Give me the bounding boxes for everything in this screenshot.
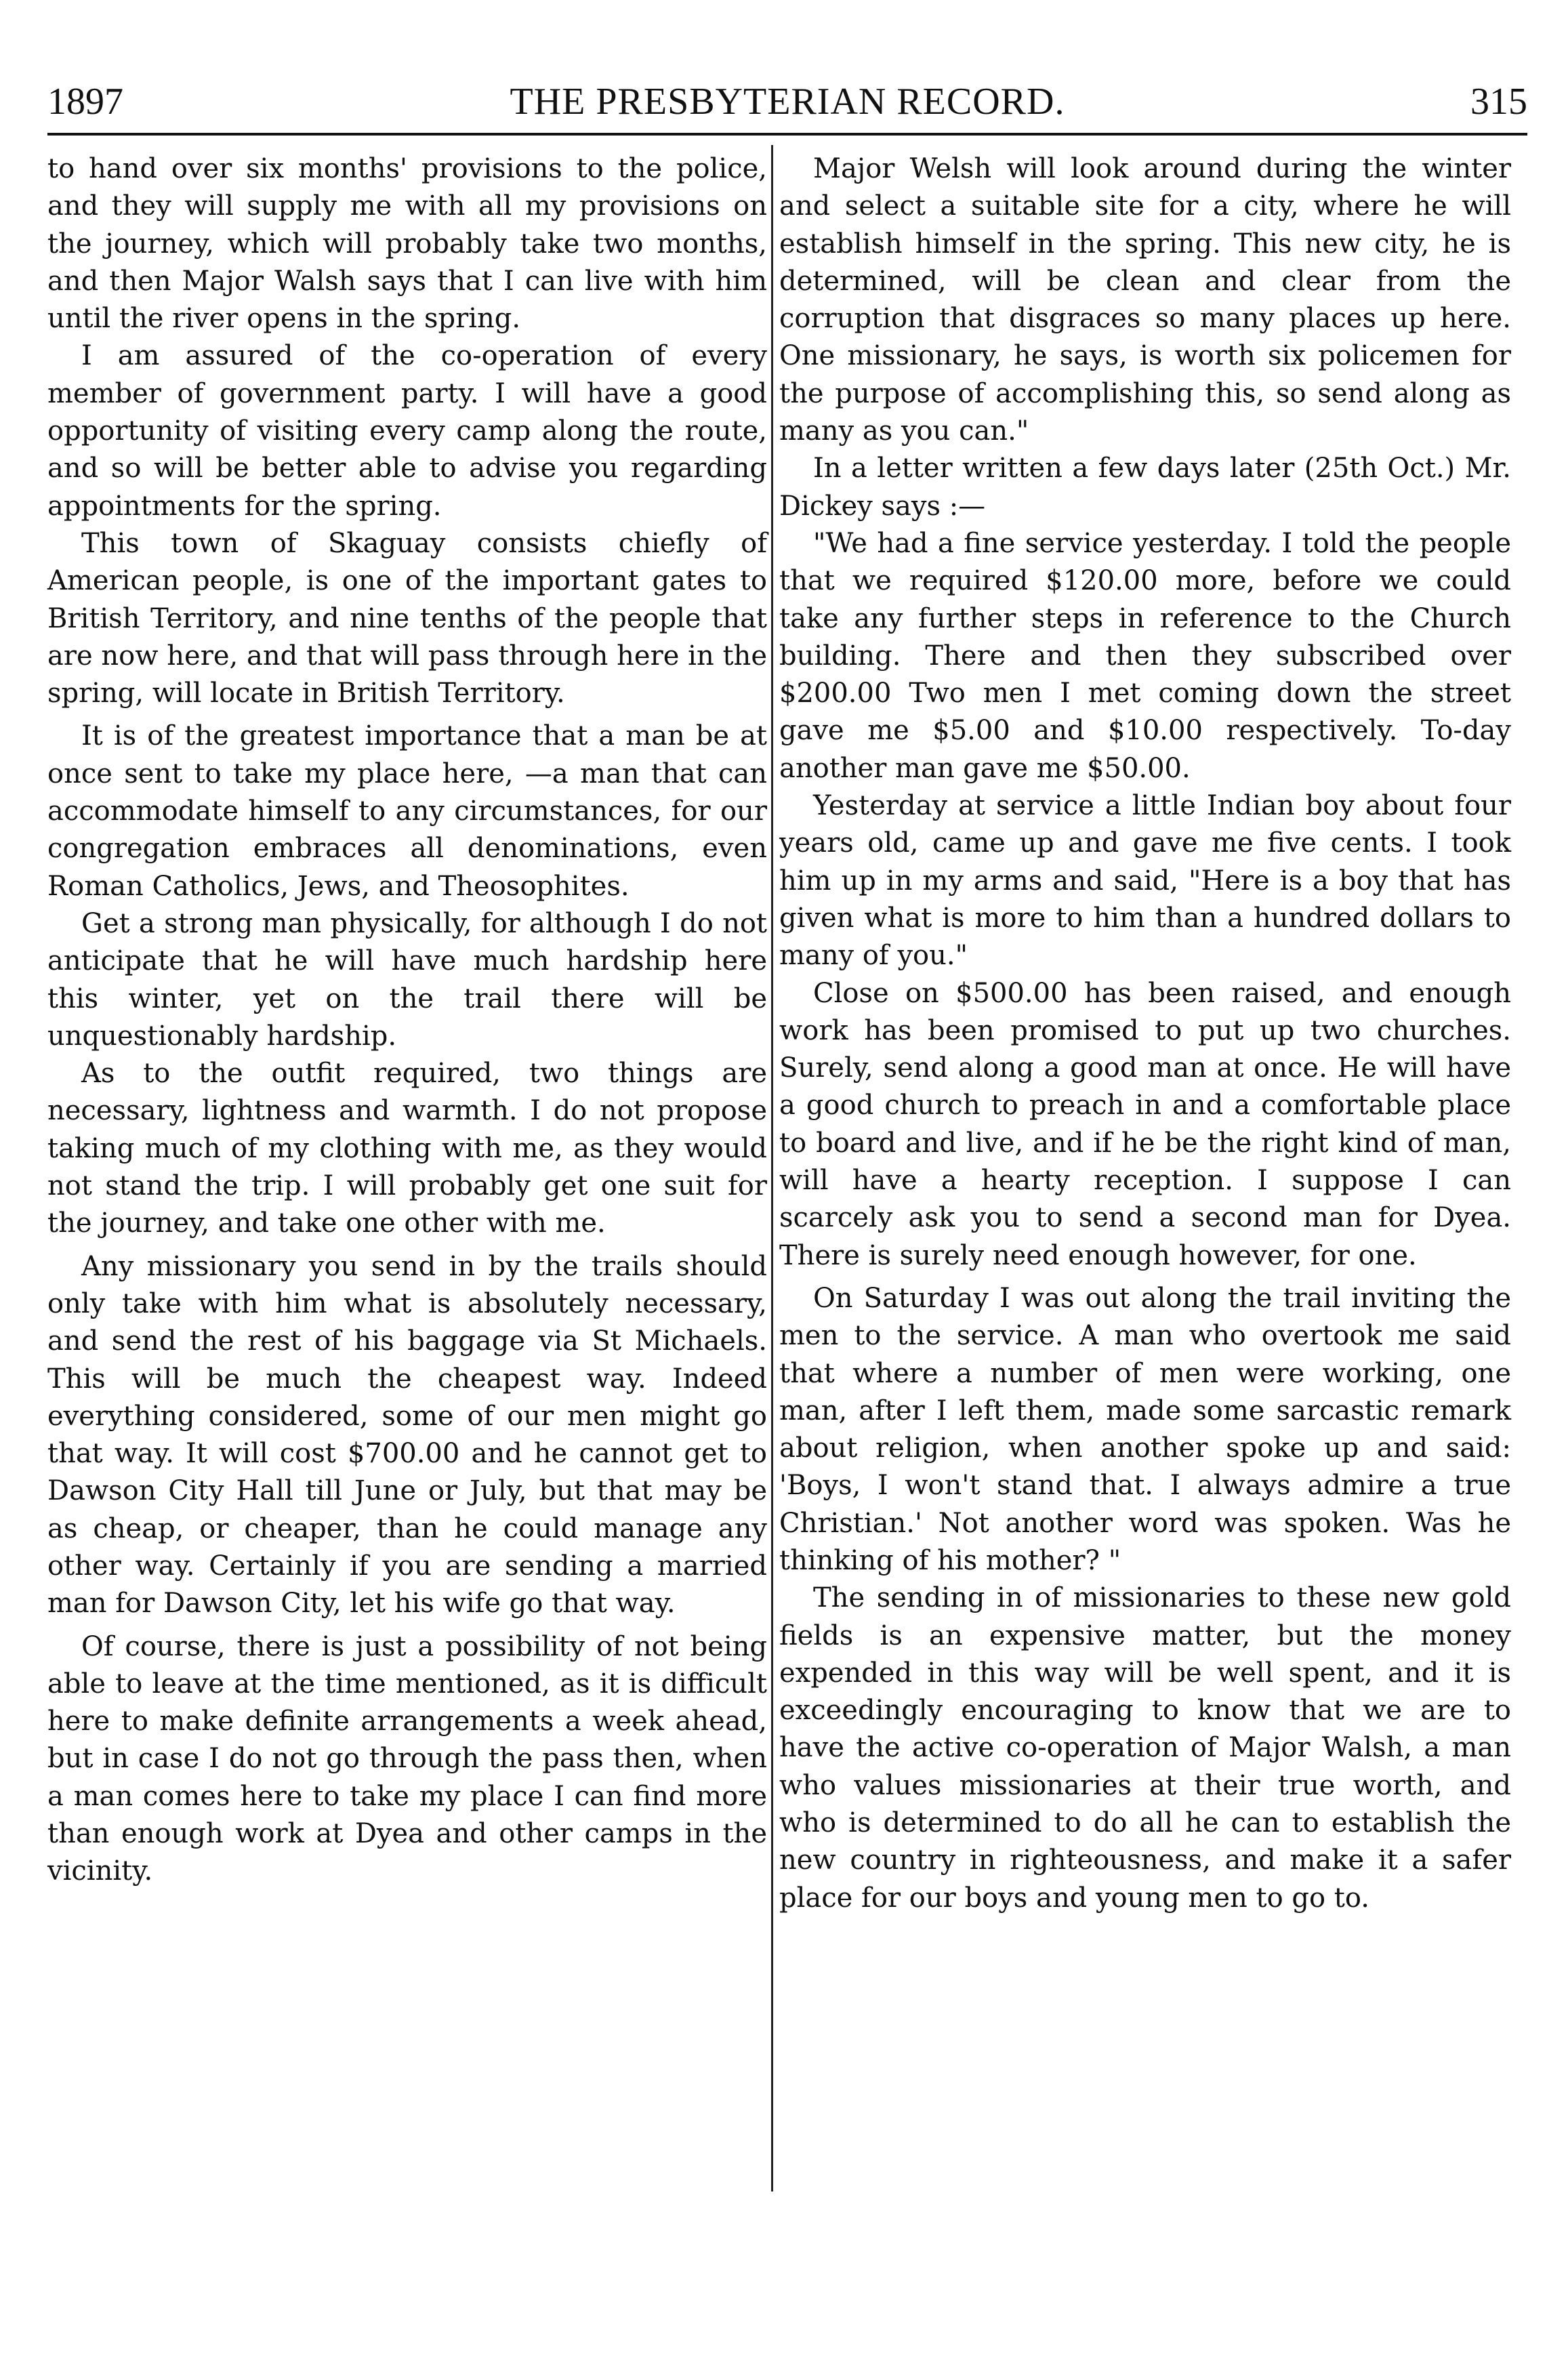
paragraph: Close on $500.00 has been raised, and enough work has been promised to put up two churches. Surely, send along a good man at once. He will have a good church to preach in and a comfortable place to board and live, and if he be the right kind of man, will have a hearty reception. I suppose I can scarcely ask you to send a second man for Dyea. There is surely need enough however, for one. bbox=[779, 977, 1511, 1271]
paragraph: Of course, there is just a possibility of not being able to leave at the time mentioned, as it is difficult here to make definite arrangements a week ahead, but in case I do not go through the pass then, when a man comes here to take my place I can find more than enough work at Dyea and other camps in the vicinity. bbox=[47, 1630, 767, 1887]
paragraph: I am assured of the co-operation of every member of government party. I will have a good opportunity of visiting every camp along the route, and so will be better able to advise you regarding appointments for the spring. bbox=[47, 340, 767, 522]
left-column bbox=[47, 150, 767, 1891]
header-year: 1897 bbox=[47, 81, 123, 123]
right-column bbox=[779, 150, 1511, 1917]
paragraph: Yesterday at service a little Indian boy about four years old, came up and gave me five cents. I took him up in my arms and said, "Here is a boy that has given what is more to him than a hundred dollars to many of you." bbox=[779, 790, 1511, 972]
paragraph: It is of the greatest importance that a man be at once sent to take my place here, —a man that can accommodate himself to any circumstances, for our congregation embraces all denominations, even Roman Catholics, Jews, and Theosophites. bbox=[47, 720, 767, 902]
page-header bbox=[47, 80, 1527, 134]
paragraph: to hand over six months' provisions to the police, and they will supply me with all my provisions on the journey, which will probably take two months, and then Major Walsh says that I can live with him until the river opens in the spring. bbox=[47, 153, 767, 335]
paragraph: As to the outfit required, two things are necessary, lightness and warmth. I do not propose taking much of my clothing with me, as they would not stand the trip. I will probably get one suit for the journey, and take one other with me. bbox=[47, 1058, 767, 1239]
paragraph: On Saturday I was out along the trail inviting the men to the service. A man who overtook me said that where a number of men were working, one man, after I left them, made some sarcastic remark about religion, when another spoke up and said: 'Boys, I won't stand that. I always admire a true Christian.' Not another word was spoken. Was he thinking of his mother? " bbox=[779, 1282, 1511, 1576]
paragraph: "We had a fine service yesterday. I told the people that we required $120.00 more, before we could take any further steps in reference to the Church building. There and then they subscribed over $200.00 Two men I met coming down the street gave me $5.00 and $10.00 respectively. To-day another man gave me $50.00. bbox=[779, 527, 1511, 784]
header-title: THE PRESBYTERIAN RECORD. bbox=[510, 81, 1065, 123]
paragraph: Get a strong man physically, for although I do not anticipate that he will have much hardship here this winter, yet on the trail there will be unquestionably hardship. bbox=[47, 907, 767, 1052]
paragraph: Major Welsh will look around during the winter and select a suitable site for a city, where he will establish himself in the spring. This new city, he is determined, will be clean and clear from the corruption that disgraces so many places up here. One missionary, he says, is worth six policemen for the purpose of accomplishing this, so send along as many as you can." bbox=[779, 153, 1511, 447]
header-rule bbox=[47, 133, 1527, 136]
paragraph: In a letter written a few days later (25th Oct.) Mr. Dickey says :— bbox=[779, 453, 1511, 522]
paragraph: The sending in of missionaries to these new gold fields is an expensive matter, but the money expended in this way will be well spent, and it is exceedingly encouraging to know that we are to have the active co-operation of Major Walsh, a man who values missionaries at their true worth, and who is determined to do all he can to establish the new country in righteousness, and make it a safer place for our boys and young men to go to. bbox=[779, 1582, 1511, 1914]
paragraph: Any missionary you send in by the trails should only take with him what is absolutely necessary, and send the rest of his baggage via St Michaels. This will be much the cheapest way. Indeed everything considered, some of our men might go that way. It will cost $700.00 and he cannot get to Dawson City Hall till June or July, but that may be as cheap, or cheaper, than he could manage any other way. Certainly if you are sending a married man for Dawson City, let his wife go that way. bbox=[47, 1250, 767, 1620]
paragraph: This town of Skaguay consists chiefly of American people, is one of the important gates to British Territory, and nine tenths of the people that are now here, and that will pass through here in the spring, will locate in British Territory. bbox=[47, 527, 767, 709]
column-divider bbox=[771, 145, 773, 2191]
header-page-number: 315 bbox=[1470, 81, 1527, 123]
